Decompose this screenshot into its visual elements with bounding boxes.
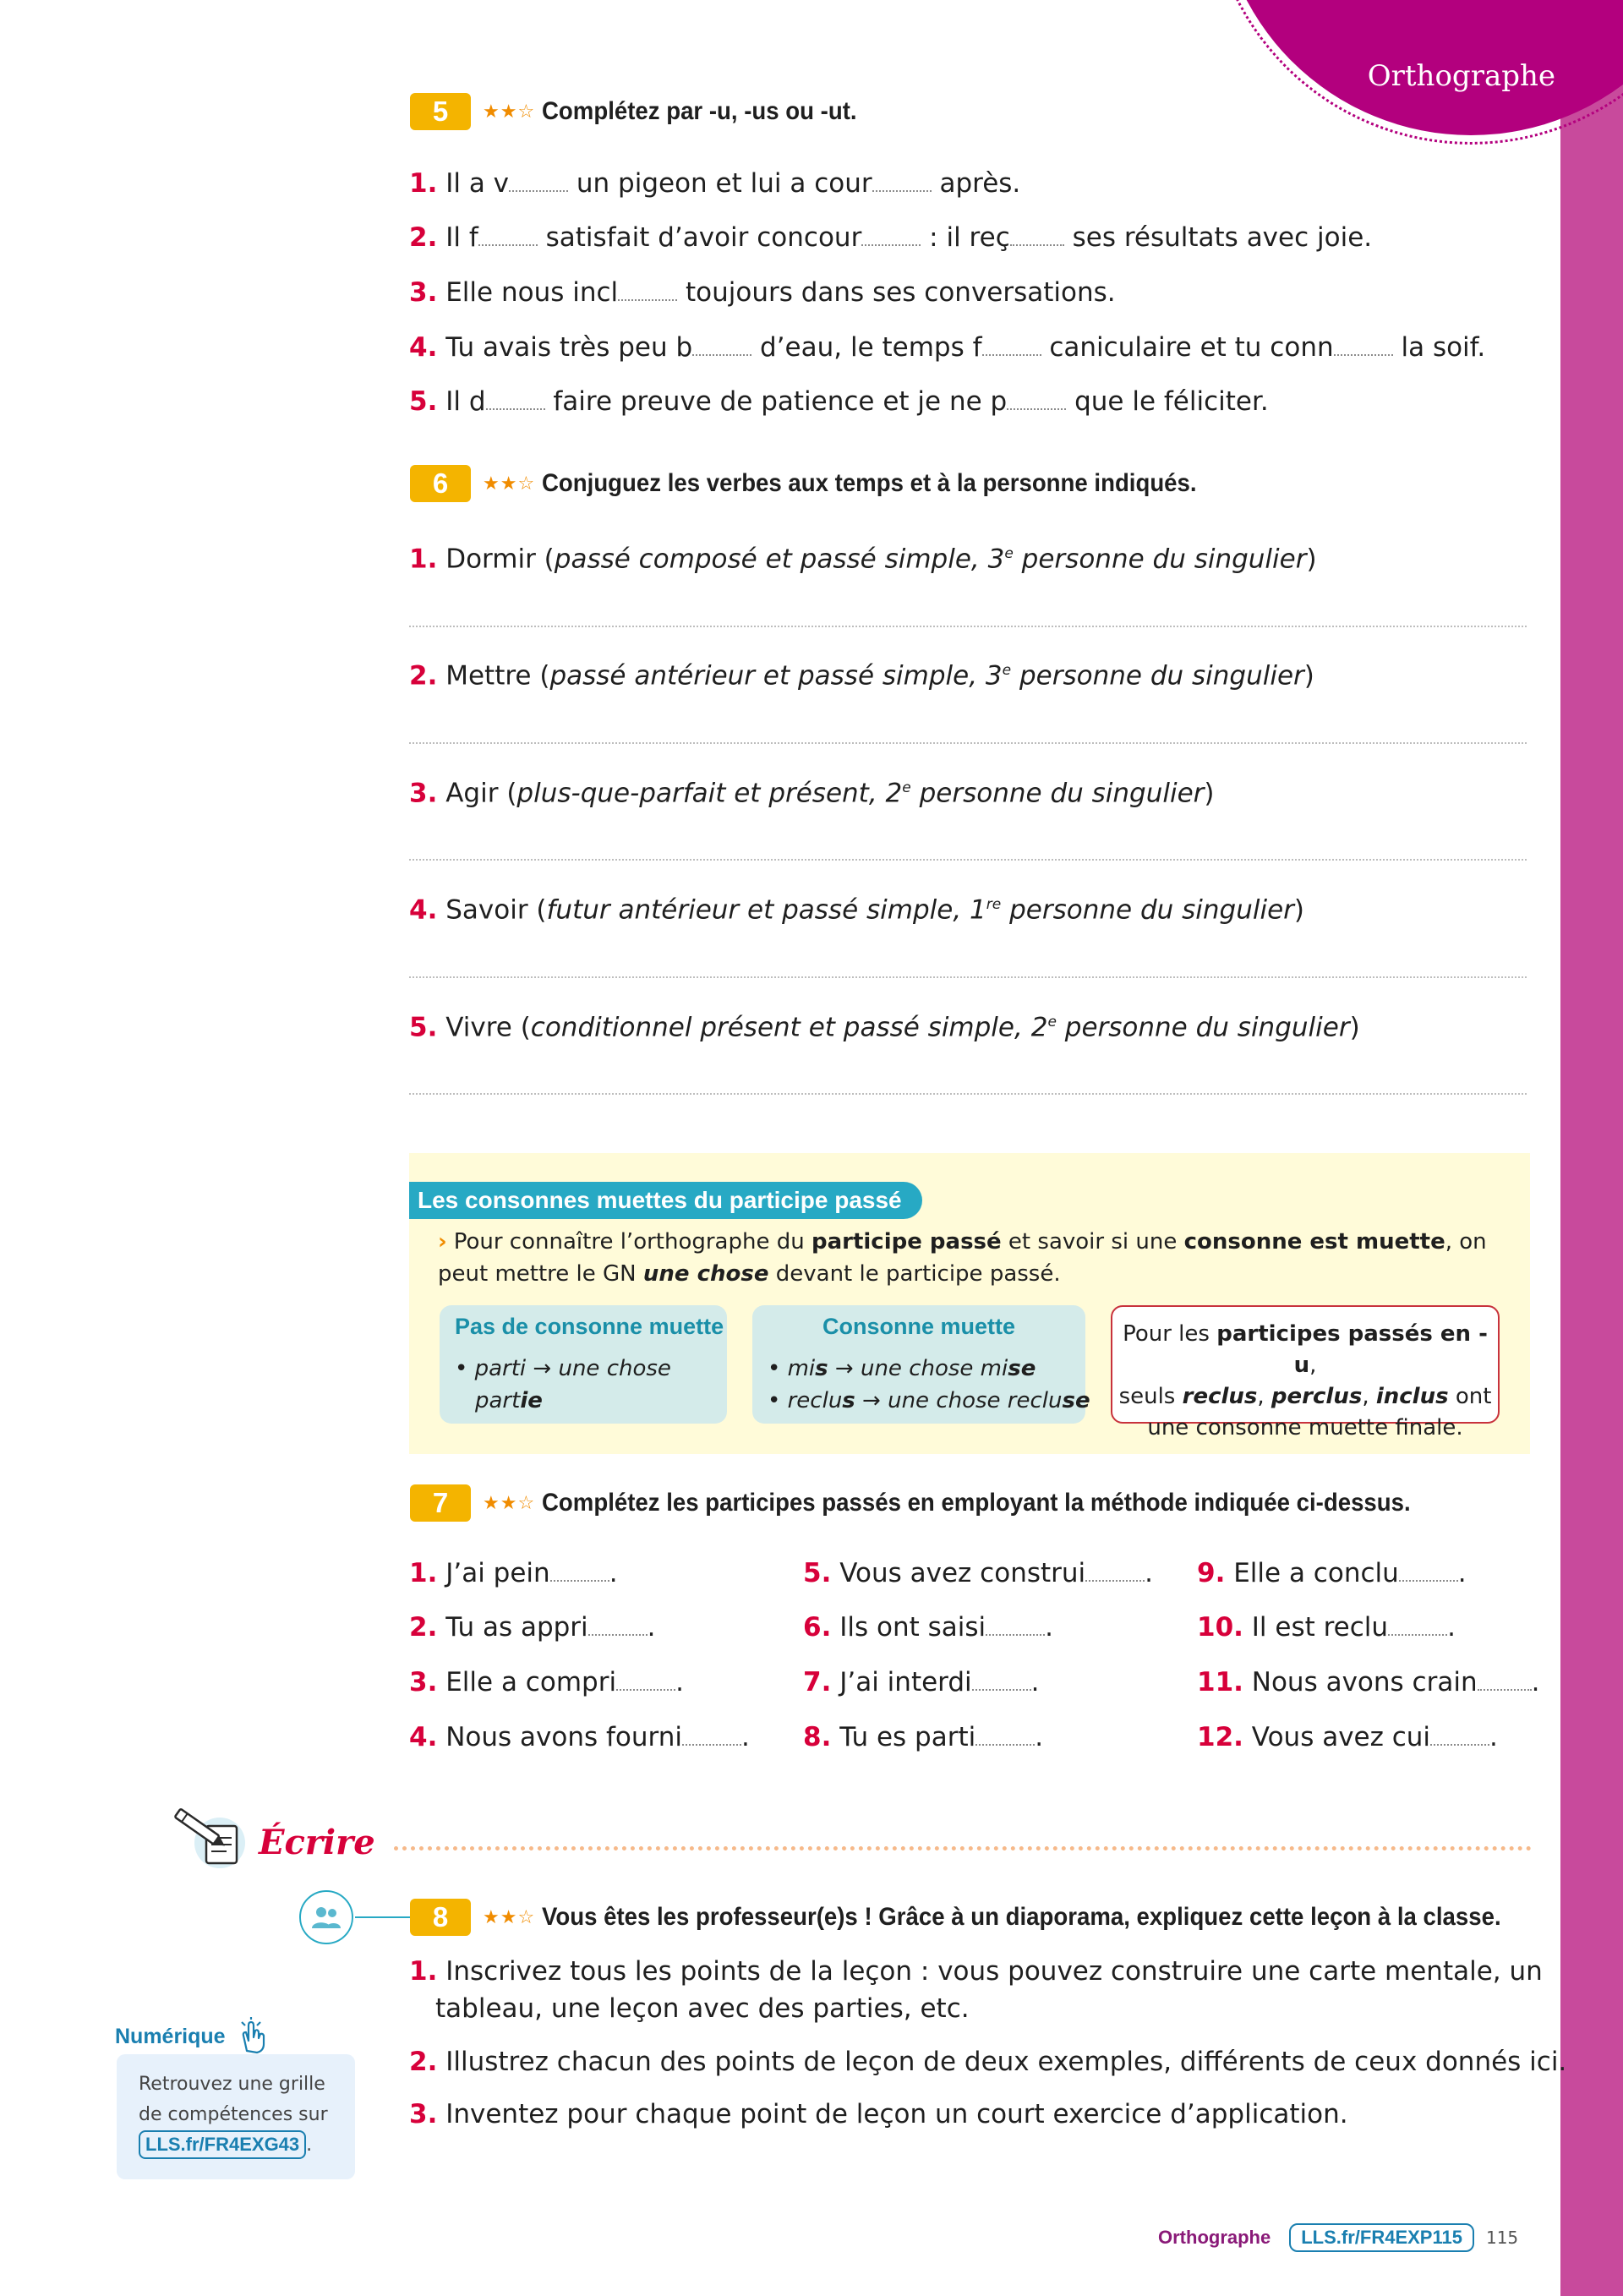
exercise-7-item bbox=[1197, 1720, 1498, 1754]
note-text: , bbox=[1309, 1353, 1317, 1378]
exercise-8-item bbox=[409, 1954, 1543, 1988]
period: . bbox=[1035, 1722, 1044, 1752]
difficulty-stars-icon: ★★☆ bbox=[483, 101, 536, 123]
note-text: seuls bbox=[1118, 1384, 1183, 1409]
blank-field[interactable] bbox=[872, 170, 932, 192]
section-divider bbox=[394, 1846, 1532, 1850]
item-text: J’ai interdi bbox=[839, 1667, 972, 1697]
exercise-5-item bbox=[409, 167, 1020, 200]
blank-field[interactable] bbox=[972, 1669, 1031, 1691]
exercise-instruction: Conjuguez les verbes aux temps et à la personne indiqués. bbox=[542, 469, 1197, 497]
verb: Vivre ( bbox=[445, 1012, 531, 1043]
box-example bbox=[455, 1353, 671, 1385]
note-text: , bbox=[1257, 1384, 1271, 1409]
exercise-5-item bbox=[409, 385, 1269, 418]
blank-field[interactable] bbox=[616, 1669, 675, 1691]
example-ending: se bbox=[1062, 1388, 1090, 1413]
blank-field[interactable] bbox=[509, 170, 568, 192]
box-title: Consonne muette bbox=[822, 1314, 1015, 1339]
item-number: 1. bbox=[409, 1956, 438, 1987]
lesson-emphasis: participe passé bbox=[811, 1229, 1002, 1255]
note-text: , bbox=[1362, 1384, 1376, 1409]
box-example bbox=[475, 1385, 543, 1417]
answer-line[interactable] bbox=[409, 742, 1527, 744]
item-number: 12. bbox=[1197, 1722, 1243, 1752]
superscript: e bbox=[1047, 1014, 1057, 1030]
exercise-6-item bbox=[409, 771, 1215, 810]
note-text: Pour les bbox=[1123, 1321, 1217, 1347]
exercise-7-item bbox=[409, 1556, 618, 1590]
numerique-link[interactable]: LLS.fr/FR4EXG43 bbox=[139, 2130, 306, 2159]
blank-field[interactable] bbox=[1430, 1724, 1489, 1746]
lesson-text-part: , on peut mettre le GN bbox=[438, 1229, 1487, 1287]
period: . bbox=[1145, 1558, 1154, 1588]
side-band bbox=[1560, 0, 1623, 2296]
ecrire-heading: Écrire bbox=[259, 1823, 375, 1862]
period: . bbox=[740, 1722, 750, 1752]
item-text: Nous avons fourni bbox=[445, 1722, 682, 1752]
lesson-text bbox=[438, 1226, 1503, 1290]
period: . bbox=[1045, 1612, 1053, 1643]
verb: Mettre ( bbox=[445, 660, 550, 692]
page-number: 115 bbox=[1485, 2228, 1519, 2248]
box-example bbox=[768, 1353, 1036, 1385]
blank-field[interactable] bbox=[692, 334, 751, 356]
item-number: 2. bbox=[409, 660, 438, 692]
exercise-7-item bbox=[409, 1720, 750, 1754]
item-text: Illustrez chacun des points de leçon de deux exemples, différents de ceux donnés ici. bbox=[445, 2047, 1567, 2077]
item-number: 11. bbox=[1197, 1667, 1243, 1697]
superscript: re bbox=[986, 896, 1002, 913]
item-text: Il f bbox=[445, 222, 478, 253]
blank-field[interactable] bbox=[975, 1724, 1035, 1746]
lesson-emphasis: une chose bbox=[642, 1261, 769, 1287]
note-line bbox=[1112, 1381, 1498, 1413]
lesson-title: Les consonnes muettes du participe passé bbox=[409, 1182, 922, 1219]
blank-field[interactable] bbox=[861, 224, 921, 246]
example-arrow-text: → une chose bbox=[526, 1356, 671, 1381]
exercise-number-badge: 7 bbox=[410, 1484, 471, 1522]
item-text: Elle a compri bbox=[445, 1667, 617, 1697]
item-text: caniculaire et tu conn bbox=[1041, 332, 1334, 363]
period: . bbox=[306, 2135, 313, 2156]
bullet: • bbox=[768, 1356, 781, 1381]
item-number: 3. bbox=[409, 277, 438, 308]
item-number: 7. bbox=[803, 1667, 832, 1697]
person: personne du singulier bbox=[1001, 894, 1294, 926]
difficulty-stars-icon: ★★☆ bbox=[483, 473, 536, 495]
paren: ) bbox=[1293, 894, 1305, 926]
item-number: 2. bbox=[409, 2047, 438, 2077]
bullet: • bbox=[768, 1388, 781, 1413]
example-ending: s bbox=[842, 1388, 855, 1413]
period: . bbox=[647, 1612, 656, 1643]
item-text: d’eau, le temps f bbox=[751, 332, 982, 363]
item-text: Il a v bbox=[445, 168, 510, 199]
item-number: 4. bbox=[409, 894, 438, 926]
item-text: Elle a conclu bbox=[1233, 1558, 1399, 1588]
item-text: un pigeon et lui a cour bbox=[568, 168, 872, 199]
lesson-text-part: Pour connaître l’orthographe du bbox=[453, 1229, 812, 1255]
example-word: parti bbox=[474, 1356, 527, 1381]
person: personne du singulier bbox=[1056, 1012, 1350, 1043]
item-number: 1. bbox=[409, 1558, 438, 1588]
item-text: satisfait d’avoir concour bbox=[537, 222, 862, 253]
page-footer bbox=[1158, 2223, 1518, 2252]
answer-line[interactable] bbox=[409, 1093, 1527, 1095]
item-number: 1. bbox=[409, 168, 438, 199]
exercise-7-item bbox=[803, 1610, 1053, 1644]
note-emphasis: participes passés en -u bbox=[1216, 1321, 1488, 1378]
difficulty-stars-icon: ★★☆ bbox=[483, 1906, 536, 1928]
item-number: 3. bbox=[409, 1667, 438, 1697]
exercise-5-header bbox=[410, 93, 884, 130]
item-text: Elle nous incl bbox=[445, 277, 619, 308]
lesson-text-part: et savoir si une bbox=[1001, 1229, 1184, 1255]
numerique-text bbox=[139, 2069, 358, 2161]
answer-line[interactable] bbox=[409, 976, 1527, 978]
note-emphasis: reclus bbox=[1182, 1384, 1258, 1409]
period: . bbox=[1030, 1667, 1040, 1697]
note-text: ont bbox=[1448, 1384, 1492, 1409]
item-number: 5. bbox=[409, 386, 438, 417]
exercise-5-item bbox=[409, 331, 1485, 364]
item-number: 1. bbox=[409, 544, 438, 575]
exercise-8-item bbox=[409, 2097, 1348, 2131]
item-number: 5. bbox=[409, 1012, 438, 1043]
blank-field[interactable] bbox=[1388, 1614, 1447, 1636]
numerique-link-line bbox=[139, 2130, 358, 2161]
exercise-number-badge: 5 bbox=[410, 93, 471, 130]
item-number: 3. bbox=[409, 2099, 438, 2129]
numerique-line: Retrouvez une grille bbox=[139, 2074, 325, 2095]
pointer-hand-icon bbox=[230, 2017, 276, 2054]
item-text: Tu avais très peu b bbox=[445, 332, 693, 363]
period: . bbox=[1447, 1612, 1456, 1643]
tense: passé antérieur et passé simple, 3 bbox=[549, 660, 1003, 692]
exercise-7-item bbox=[1197, 1556, 1467, 1590]
exercise-instruction: Complétez les participes passés en employant la méthode indiquée ci-dessus. bbox=[542, 1489, 1411, 1517]
item-number: 6. bbox=[803, 1612, 832, 1643]
tense: conditionnel présent et passé simple, 2 bbox=[530, 1012, 1048, 1043]
exercise-7-item bbox=[1197, 1610, 1456, 1644]
superscript: e bbox=[902, 779, 911, 796]
blank-field[interactable] bbox=[1010, 224, 1064, 246]
answer-line[interactable] bbox=[409, 859, 1527, 861]
period: . bbox=[1531, 1667, 1540, 1697]
footer-link[interactable]: LLS.fr/FR4EXP115 bbox=[1289, 2223, 1474, 2252]
item-text: que le féliciter. bbox=[1066, 386, 1269, 417]
connector-line bbox=[355, 1916, 411, 1918]
example-ending: s bbox=[815, 1356, 828, 1381]
blank-field[interactable] bbox=[1478, 1669, 1532, 1691]
item-number: 4. bbox=[409, 332, 438, 363]
box-example bbox=[768, 1385, 1090, 1417]
item-text: Vous avez cui bbox=[1251, 1722, 1431, 1752]
exercise-7-item bbox=[803, 1665, 1040, 1699]
item-text: Il est reclu bbox=[1251, 1612, 1389, 1643]
person: personne du singulier bbox=[1013, 544, 1307, 575]
item-text: Nous avons crain bbox=[1251, 1667, 1478, 1697]
bullet: • bbox=[455, 1356, 468, 1381]
paren: ) bbox=[1204, 778, 1215, 809]
blank-field[interactable] bbox=[1334, 334, 1393, 356]
exercise-8-item-continued: tableau, une leçon avec des parties, etc. bbox=[435, 1993, 970, 2024]
tense: plus-que-parfait et présent, 2 bbox=[516, 778, 903, 809]
numerique-label: Numérique bbox=[115, 2025, 226, 2048]
exercise-7-item bbox=[409, 1665, 684, 1699]
blank-field[interactable] bbox=[486, 388, 545, 410]
period: . bbox=[1489, 1722, 1498, 1752]
exercise-6-item bbox=[409, 653, 1314, 692]
lesson-text-part: devant le participe passé. bbox=[768, 1261, 1061, 1287]
item-text: Tu as appri bbox=[445, 1612, 588, 1643]
exercise-6-item bbox=[409, 888, 1304, 927]
blank-field[interactable] bbox=[1007, 388, 1066, 410]
item-text: Inscrivez tous les points de la leçon : vous pouvez construire une carte mentale, un bbox=[445, 1956, 1543, 1987]
group-work-icon bbox=[299, 1890, 353, 1944]
blank-field[interactable] bbox=[1399, 1560, 1458, 1582]
item-number: 2. bbox=[409, 222, 438, 253]
item-text: ses résultats avec joie. bbox=[1063, 222, 1373, 253]
paren: ) bbox=[1303, 660, 1314, 692]
exercise-8-item bbox=[409, 2045, 1566, 2079]
answer-line[interactable] bbox=[409, 626, 1527, 627]
item-number: 3. bbox=[409, 778, 438, 809]
paren: ) bbox=[1349, 1012, 1360, 1043]
note-emphasis: inclus bbox=[1375, 1384, 1449, 1409]
example-word: part bbox=[475, 1388, 521, 1413]
item-text: la soif. bbox=[1392, 332, 1486, 363]
person: personne du singulier bbox=[1011, 660, 1304, 692]
item-number: 5. bbox=[803, 1558, 832, 1588]
people-icon bbox=[309, 1905, 343, 1930]
item-number: 8. bbox=[803, 1722, 832, 1752]
item-text: Vous avez construi bbox=[839, 1558, 1086, 1588]
mute-consonant-box bbox=[752, 1305, 1090, 1424]
item-number: 9. bbox=[1197, 1558, 1226, 1588]
example-word: reclu bbox=[787, 1388, 843, 1413]
superscript: e bbox=[1002, 662, 1012, 679]
superscript: e bbox=[1004, 545, 1014, 562]
exercise-5-item bbox=[409, 276, 1116, 309]
example-ending: ie bbox=[520, 1388, 543, 1413]
tense: passé composé et passé simple, 3 bbox=[554, 544, 1005, 575]
exercise-number-badge: 8 bbox=[410, 1899, 471, 1936]
exercise-7-item bbox=[803, 1556, 1153, 1590]
exercise-6-item bbox=[409, 1005, 1360, 1044]
blank-field[interactable] bbox=[682, 1724, 741, 1746]
writing-notepad-icon bbox=[167, 1804, 255, 1872]
blank-field[interactable] bbox=[618, 279, 677, 301]
note-line: une consonne muette finale. bbox=[1147, 1415, 1463, 1440]
chevron-right-icon: › bbox=[438, 1229, 447, 1255]
exercise-instruction: Vous êtes les professeur(e)s ! Grâce à un diaporama, expliquez cette leçon à la classe. bbox=[542, 1903, 1501, 1931]
note-emphasis: perclus bbox=[1271, 1384, 1363, 1409]
item-text: J’ai pein bbox=[445, 1558, 550, 1588]
verb: Savoir ( bbox=[445, 894, 547, 926]
example-ending: se bbox=[1008, 1356, 1036, 1381]
exercise-5-item bbox=[409, 221, 1372, 254]
item-text: Ils ont saisi bbox=[839, 1612, 986, 1643]
period: . bbox=[609, 1558, 618, 1588]
person: personne du singulier bbox=[910, 778, 1205, 809]
blank-field[interactable] bbox=[478, 224, 538, 246]
example-word: mi bbox=[787, 1356, 816, 1381]
exercise-6-item bbox=[409, 537, 1317, 576]
verb: Agir ( bbox=[445, 778, 517, 809]
item-text: toujours dans ses conversations. bbox=[677, 277, 1116, 308]
difficulty-stars-icon: ★★☆ bbox=[483, 1492, 536, 1514]
item-number: 2. bbox=[409, 1612, 438, 1643]
exercise-instruction: Complétez par -u, -us ou -ut. bbox=[542, 97, 857, 125]
period: . bbox=[675, 1667, 684, 1697]
participle-note-box bbox=[1111, 1305, 1500, 1440]
paren: ) bbox=[1306, 544, 1317, 575]
tense: futur antérieur et passé simple, 1 bbox=[546, 894, 986, 926]
item-text: après. bbox=[931, 168, 1021, 199]
footer-section-label: Orthographe bbox=[1158, 2227, 1271, 2248]
blank-field[interactable] bbox=[982, 334, 1041, 356]
exercise-7-item bbox=[1197, 1665, 1539, 1699]
note-line bbox=[1112, 1319, 1498, 1381]
lesson-emphasis: consonne est muette bbox=[1183, 1229, 1445, 1255]
example-arrow-text: → une chose reclu bbox=[855, 1388, 1063, 1413]
exercise-8-header bbox=[410, 1899, 1584, 1936]
item-text: Inventez pour chaque point de leçon un court exercice d’application. bbox=[445, 2099, 1348, 2129]
example-arrow-text: → une chose mi bbox=[828, 1356, 1008, 1381]
verb: Dormir ( bbox=[445, 544, 555, 575]
exercise-6-header bbox=[410, 465, 1254, 502]
numerique-line: de compétences sur bbox=[139, 2104, 328, 2125]
box-title: Pas de consonne muette bbox=[455, 1314, 724, 1339]
blank-field[interactable] bbox=[550, 1560, 609, 1582]
item-number: 10. bbox=[1197, 1612, 1243, 1643]
blank-field[interactable] bbox=[1085, 1560, 1145, 1582]
item-number: 4. bbox=[409, 1722, 438, 1752]
item-text: Tu es parti bbox=[839, 1722, 976, 1752]
exercise-7-item bbox=[409, 1610, 656, 1644]
blank-field[interactable] bbox=[986, 1614, 1045, 1636]
item-text: Il d bbox=[445, 386, 486, 417]
section-title: Orthographe bbox=[1367, 59, 1555, 93]
no-mute-consonant-box bbox=[440, 1305, 727, 1424]
period: . bbox=[1457, 1558, 1467, 1588]
item-text: faire preuve de patience et je ne p bbox=[544, 386, 1008, 417]
exercise-7-header bbox=[410, 1484, 1486, 1522]
exercise-number-badge: 6 bbox=[410, 465, 471, 502]
item-text: : il reç bbox=[921, 222, 1010, 253]
exercise-7-item bbox=[803, 1720, 1043, 1754]
blank-field[interactable] bbox=[588, 1614, 648, 1636]
